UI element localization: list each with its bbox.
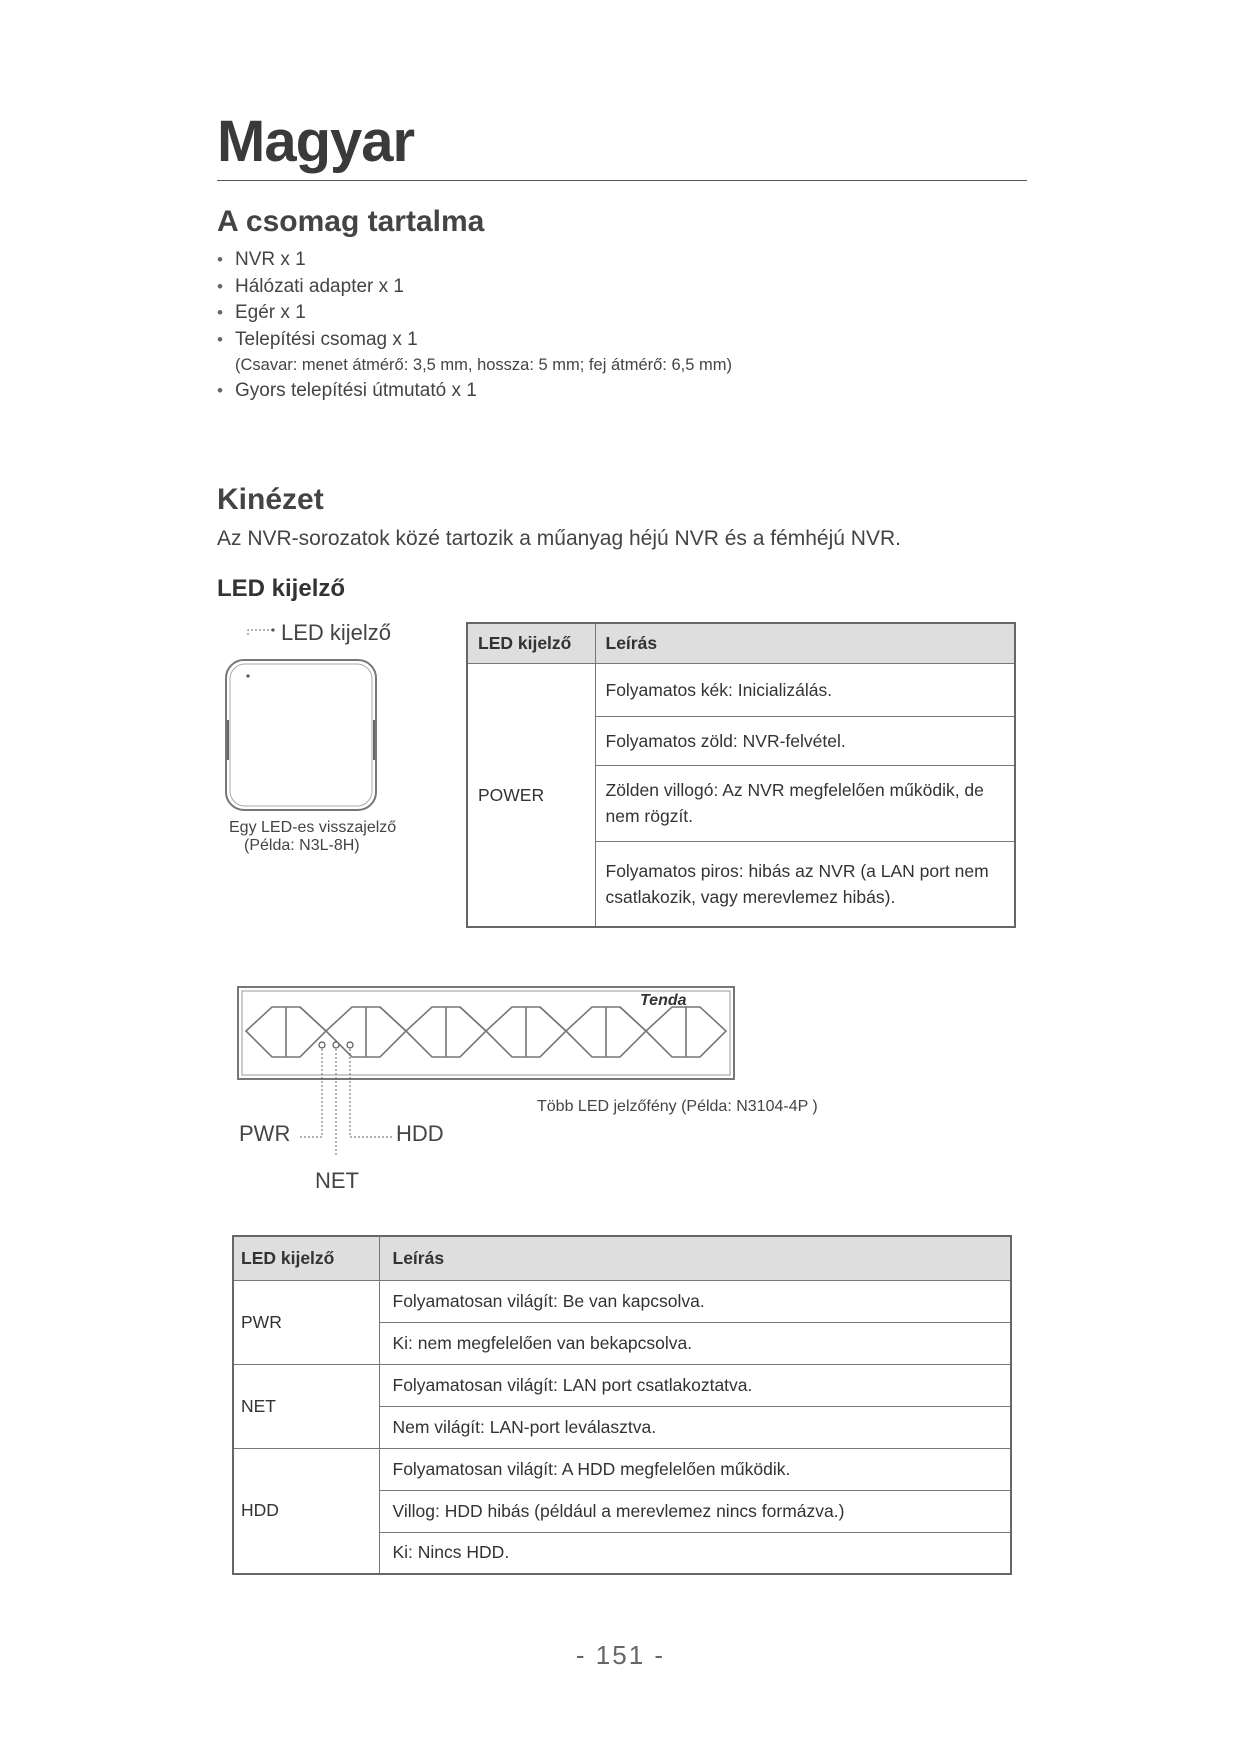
led-name: POWER: [467, 663, 595, 927]
multi-led-table: [232, 1235, 1012, 1575]
multi-led-caption: Több LED jelzőfény (Példa: N3104-4P ): [537, 1098, 818, 1115]
table-header-desc: Leírás: [595, 623, 1015, 663]
table-row: [233, 1448, 1011, 1490]
led-description: Folyamatos zöld: NVR-felvétel.: [595, 716, 1015, 765]
led-description: Ki: Nincs HDD.: [379, 1532, 1011, 1574]
list-item: • NVR x 1: [217, 247, 732, 274]
led-description: Ki: nem megfelelően van bekapcsolva.: [379, 1322, 1011, 1364]
list-item: • Hálózati adapter x 1: [217, 274, 732, 301]
appearance-intro: Az NVR-sorozatok közé tartozik a műanyag héjú NVR és a fémhéjú NVR.: [217, 527, 901, 550]
appearance-heading: Kinézet: [217, 483, 324, 516]
list-item: • Egér x 1: [217, 300, 732, 327]
contents-heading: A csomag tartalma: [217, 205, 485, 238]
single-led-table: [466, 622, 1016, 928]
table-header-led: LED kijelző: [467, 623, 595, 663]
led-heading: LED kijelző: [217, 575, 346, 602]
hdd-label: HDD: [396, 1121, 444, 1146]
pwr-label: PWR: [239, 1121, 291, 1146]
led-description: Nem világít: LAN-port leválasztva.: [379, 1406, 1011, 1448]
led-description: Folyamatosan világít: Be van kapcsolva.: [379, 1280, 1011, 1322]
led-name: HDD: [233, 1448, 379, 1574]
led-description: Villog: HDD hibás (például a merevlemez nincs formázva.): [379, 1490, 1011, 1532]
led-name: NET: [233, 1364, 379, 1448]
led-description: Folyamatosan világít: A HDD megfelelően működik.: [379, 1448, 1011, 1490]
led-name: PWR: [233, 1280, 379, 1364]
led-description: Folyamatos kék: Inicializálás.: [595, 663, 1015, 716]
single-led-caption-example: (Példa: N3L-8H): [244, 837, 360, 854]
page-number: - 151 -: [575, 1640, 666, 1670]
table-row: [233, 1364, 1011, 1406]
single-led-device-illustration: [220, 620, 390, 820]
table-row: [467, 663, 1015, 716]
single-led-caption: Egy LED-es visszajelző: [229, 819, 397, 836]
list-item: • Gyors telepítési útmutató x 1: [217, 378, 732, 405]
page-title: Magyar: [217, 109, 415, 174]
title-divider: [217, 180, 1027, 181]
led-description: Zölden villogó: Az NVR megfelelően működik, de nem rögzít.: [595, 765, 1015, 841]
list-item: • Telepítési csomag x 1: [217, 327, 732, 354]
list-item-note: (Csavar: menet átmérő: 3,5 mm, hossza: 5 mm; fej átmérő: 6,5 mm): [235, 356, 732, 374]
led-description: Folyamatos piros: hibás az NVR (a LAN port nem csatlakozik, vagy merevlemez hibás).: [595, 841, 1015, 927]
table-row: [233, 1280, 1011, 1322]
table-header-led: LED kijelző: [233, 1236, 379, 1280]
table-header-desc: Leírás: [379, 1236, 1011, 1280]
net-label: NET: [315, 1168, 359, 1193]
single-led-label: LED kijelző: [281, 620, 392, 645]
contents-list: [217, 247, 732, 405]
multi-led-device-illustration: [236, 985, 740, 1171]
brand-logo: Tenda: [640, 992, 687, 1009]
led-description: Folyamatosan világít: LAN port csatlakoztatva.: [379, 1364, 1011, 1406]
